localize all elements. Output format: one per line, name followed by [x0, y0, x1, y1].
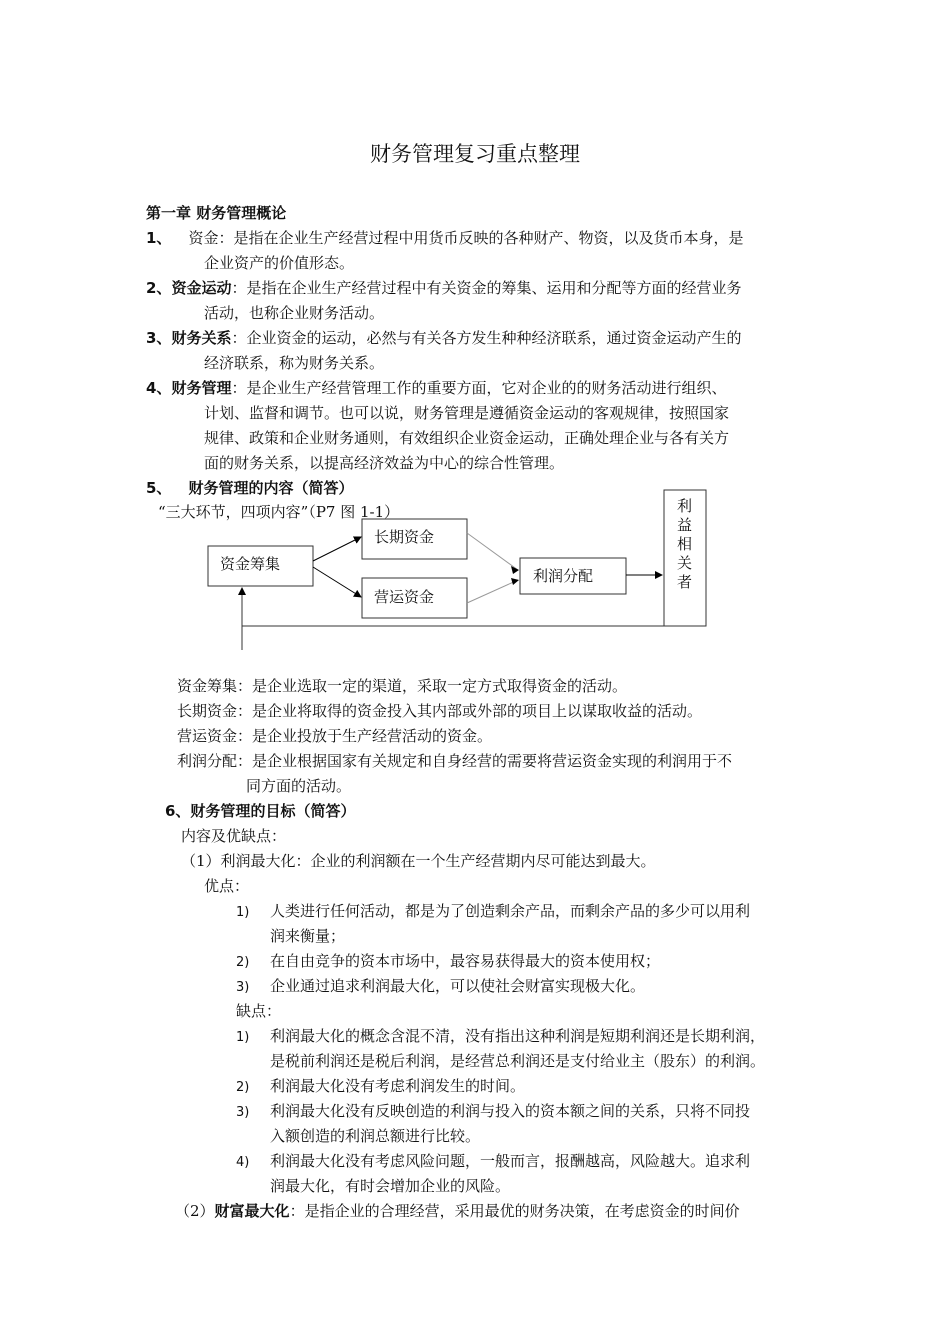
con-item-4: 4) 利润最大化没有考虑风险问题，一般而言，报酬越高，风险越大。追求利: [236, 1152, 751, 1170]
item-label: 财务管理: [171, 379, 232, 397]
pro-item-1-cont: 润来衡量；: [270, 927, 346, 945]
item-text: ：是指在企业生产经营过程中有关资金的筹集、运用和分配等方面的经营业务: [231, 279, 742, 297]
chapter-heading: 第一章 财务管理概论: [146, 204, 287, 222]
item-label: 财务管理的内容（简答）: [188, 479, 354, 497]
feedback-line: [242, 626, 706, 650]
label-working: 营运资金: [374, 588, 435, 606]
def-profit-cont: 同方面的活动。: [246, 777, 352, 795]
item-number: 5、: [146, 479, 172, 497]
def-working: 营运资金：是企业投放于生产经营活动的资金。: [177, 727, 493, 745]
wealth-max-def: （2）财富最大化：是指企业的合理经营，采用最优的财务决策，在考虑资金的时间价: [175, 1202, 740, 1220]
label-raise: 资金筹集: [220, 555, 281, 573]
item-number: 4、: [146, 379, 172, 397]
label-profit: 利润分配: [533, 567, 594, 585]
section-6-intro: 内容及优缺点：: [181, 827, 287, 845]
def-raise: 资金筹集：是企业选取一定的渠道，采取一定方式取得资金的活动。: [177, 677, 628, 695]
con-item-1: 1) 利润最大化的概念含混不清，没有指出这种利润是短期利润还是长期利润，: [236, 1027, 766, 1045]
item-number: 3、: [146, 329, 172, 347]
label-stakeholders: 利 益 相 关 者: [677, 497, 693, 591]
page-title: 财务管理复习重点整理: [370, 142, 580, 166]
arrow-raise-working: [313, 567, 361, 597]
pro-item-2: 2) 在自由竞争的资本市场中，最容易获得最大的资本使用权；: [236, 952, 661, 970]
item-text: ：企业资金的运动，必然与有关各方发生种种经济联系，通过资金运动产生的: [231, 329, 742, 347]
con-item-4-cont: 润最大化，有时会增加企业的风险。: [270, 1177, 511, 1195]
con-item-3: 3) 利润最大化没有反映创造的利润与投入的资本额之间的关系，只将不同投: [236, 1102, 751, 1120]
item-4-cont-1: 计划、监督和调节。也可以说，财务管理是遵循资金运动的客观规律，按照国家: [204, 404, 730, 422]
item-1-cont: 企业资产的价值形态。: [204, 254, 355, 272]
item-4-cont-2: 规律、政策和企业财务通则，有效组织企业资金运动，正确处理企业与各有关方: [204, 429, 730, 447]
item-label: 资金运动: [171, 279, 232, 297]
item-4-cont-3: 面的财务关系，以提高经济效益为中心的综合性管理。: [204, 454, 565, 472]
item-text: 资金：是指在企业生产经营过程中用货币反映的各种财产、物资，以及货币本身，是: [188, 229, 744, 247]
item-3-cont: 经济联系，称为财务关系。: [204, 354, 385, 372]
cons-label: 缺点：: [236, 1002, 282, 1020]
item-number: 2、: [146, 279, 172, 297]
con-item-2: 2) 利润最大化没有考虑利润发生的时间。: [236, 1077, 526, 1095]
con-item-3-cont: 入额创造的利润总额进行比较。: [270, 1127, 481, 1145]
item-label: 财务关系: [171, 329, 232, 347]
section-6-heading: 6、财务管理的目标（简答）: [165, 802, 356, 820]
profit-max-def: （1）利润最大化：企业的利润额在一个生产经营期内尽可能达到最大。: [181, 852, 656, 870]
arrow-raise-longterm: [313, 537, 361, 561]
pro-item-3: 3) 企业通过追求利润最大化，可以使社会财富实现极大化。: [236, 977, 646, 995]
arrow-working-profit: [467, 580, 518, 603]
item-text: ：是企业生产经营管理工作的重要方面，它对企业的的财务活动进行组织、: [231, 379, 727, 397]
arrow-longterm-profit: [467, 533, 518, 570]
diagram-caption: “三大环节，四项内容”（P7 图 1-1）: [158, 503, 400, 521]
pros-label: 优点：: [204, 877, 250, 895]
con-item-1-cont: 是税前利润还是税后利润，是经营总利润还是支付给业主（股东）的利润。: [270, 1052, 766, 1070]
pro-item-1: 1) 人类进行任何活动，都是为了创造剩余产品，而剩余产品的多少可以用利: [236, 902, 751, 920]
def-longterm: 长期资金：是企业将取得的资金投入其内部或外部的项目上以谋取收益的活动。: [177, 702, 703, 720]
def-profit: 利润分配：是企业根据国家有关规定和自身经营的需要将营运资金实现的利润用于不: [177, 752, 733, 770]
item-number: 1、: [146, 229, 172, 247]
label-longterm: 长期资金: [374, 528, 435, 546]
item-2-cont: 活动，也称企业财务活动。: [204, 304, 385, 322]
